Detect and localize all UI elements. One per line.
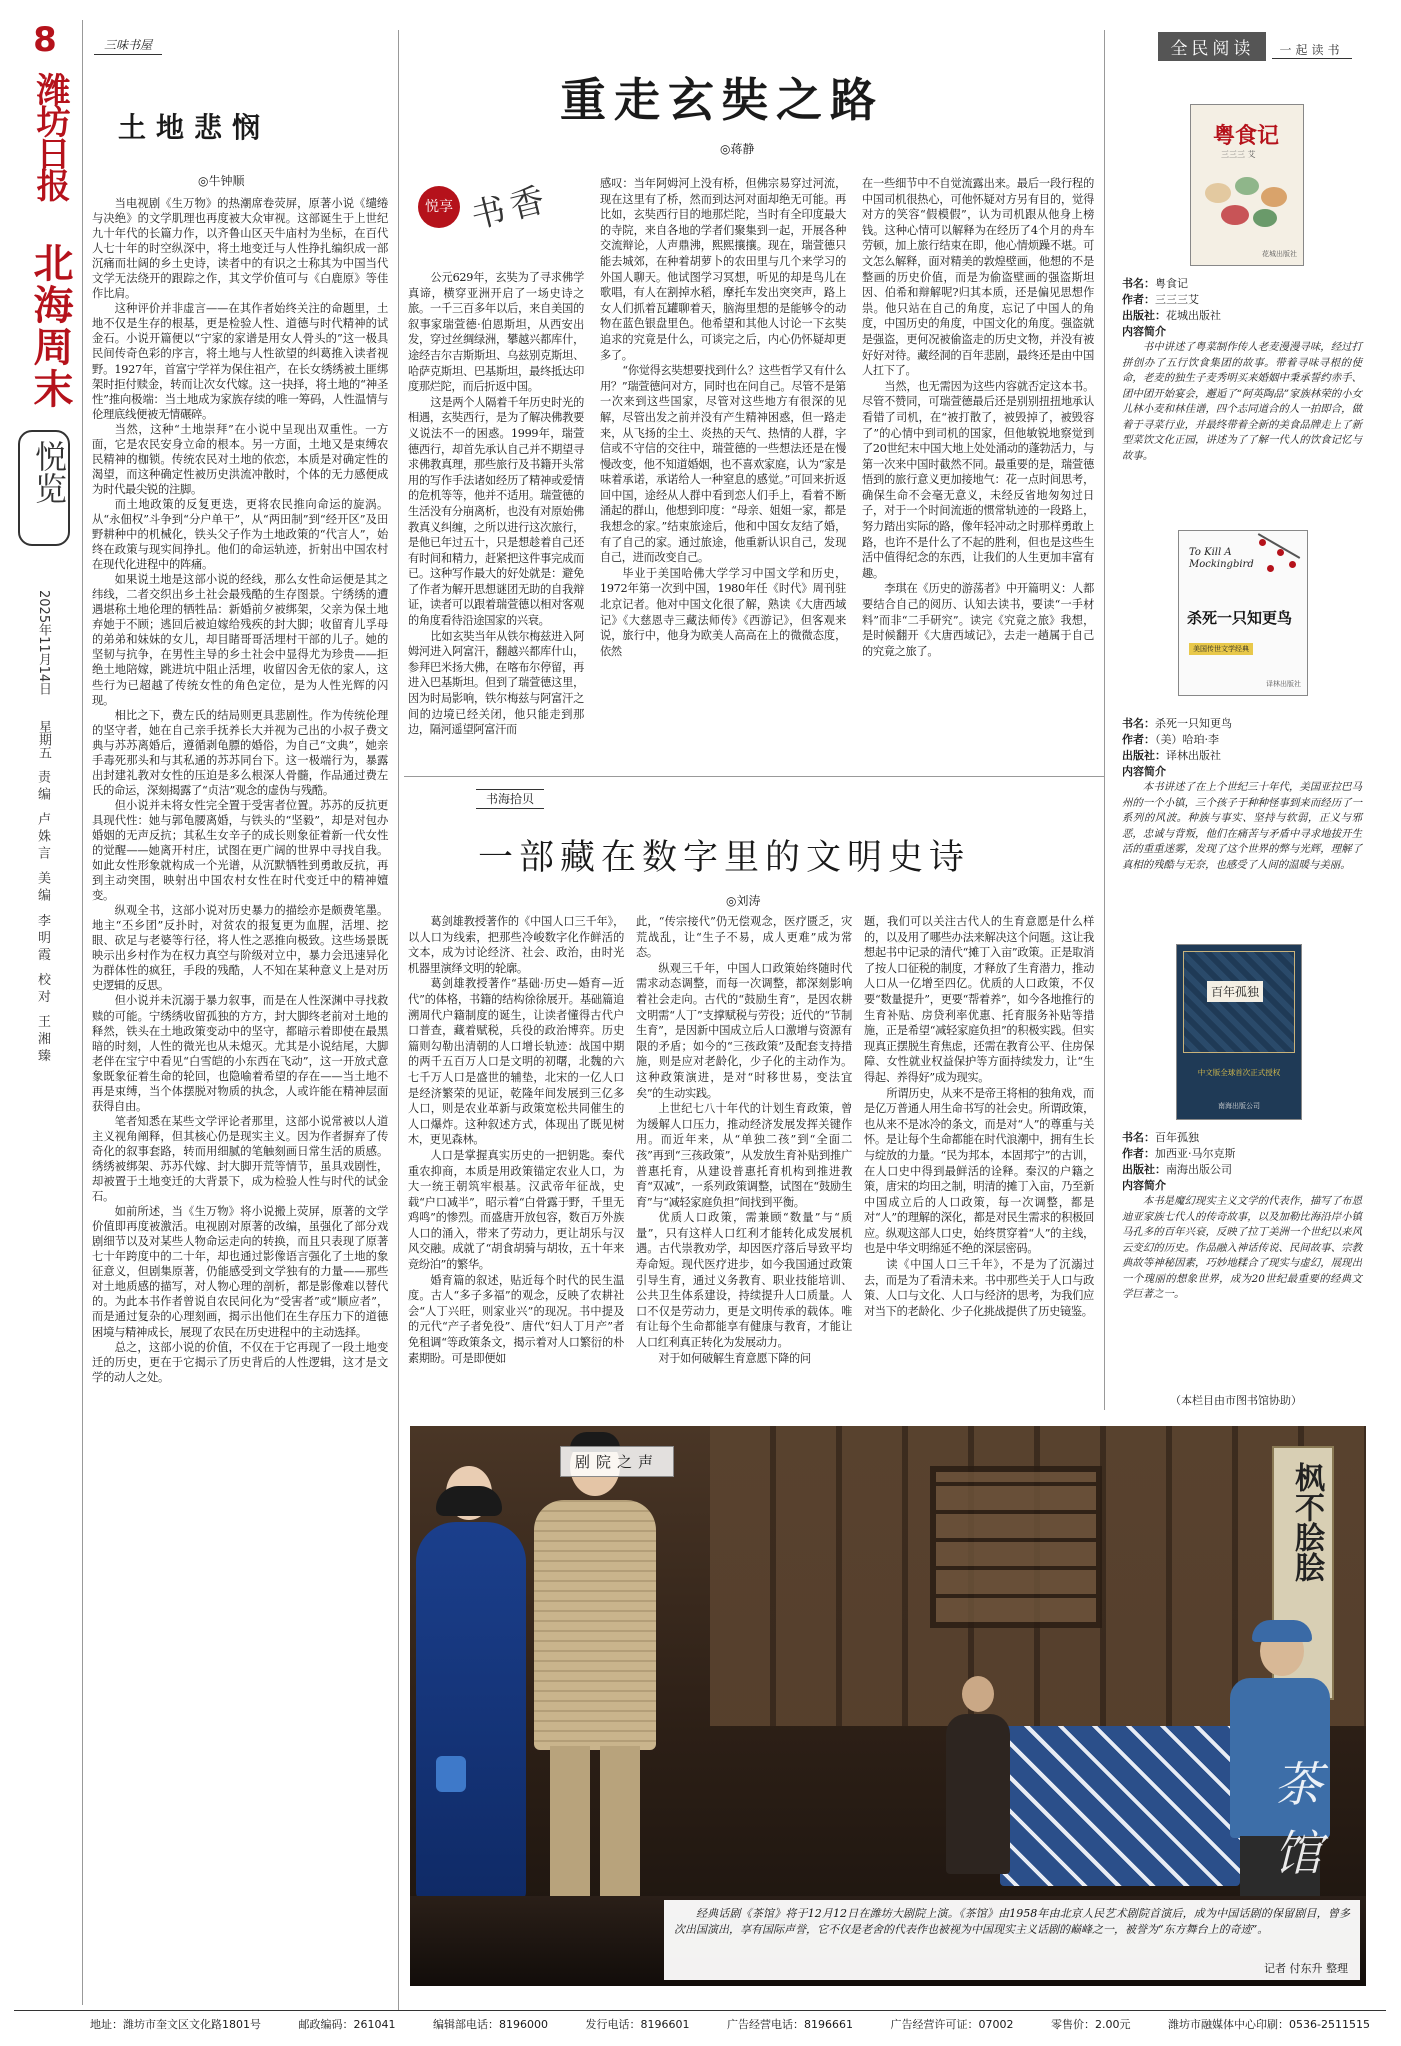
reading-badge xyxy=(418,176,578,256)
paragraph: 此，“传宗接代”仍无偿观念，医疗匮乏，灾荒战乱，让“生子不易，成人更难”成为常态。 xyxy=(636,915,852,960)
paragraph: 读《中国人口三千年》，不是为了沉溺过去，而是为了看清未来。书中那些关于人口与政策、人口与文化、人口与经济的思考，为我们应对当下的老龄化、少子化挑战提供了历史镜鉴。 xyxy=(864,1258,1094,1318)
photo-credit: 记者 付东升 整理 xyxy=(1264,1962,1348,1975)
photo-tag: 剧院之声 xyxy=(560,1446,674,1477)
section-name: 悦览 xyxy=(30,440,68,504)
paragraph: 当然，这种“土地崇拜”在小说中呈现出双重性。一方面，它是农民安身立命的根本。另一方面，土地又是束缚农民精神的枷锁。传统农民对土地的依恋，本质是对确定性的渴望，而这种确定性被历史洪流冲散时，个体的无力感便成为时代最尖锐的注脚。 xyxy=(92,422,388,496)
book-publisher-label: 出版社： xyxy=(1122,309,1166,322)
photo-calligraphy: 茶馆 xyxy=(1274,1757,1327,1882)
book-intro-label: 内容简介 xyxy=(1122,1179,1166,1192)
actor-woman xyxy=(410,1466,536,1926)
book-author-label: 作者： xyxy=(1122,1147,1155,1160)
issue-date: 2025年11月14日 xyxy=(36,590,51,696)
cover-branch xyxy=(1249,535,1305,601)
paragraph: 李琪在《历史的游荡者》中开篇明义：人都要结合自己的阅历、认知去读书，要读“一手材料”而非“二手研究”。读完《究竟之旅》我想，是时候翻开《大唐西域记》，去走一趟属于自己的究竟之旅了。 xyxy=(862,582,1094,658)
article-body-col-c xyxy=(864,914,1094,1390)
col-tag-wrap xyxy=(476,788,544,807)
paper-name: 潍坊日报 xyxy=(30,72,70,200)
book-name-label: 书名： xyxy=(1122,717,1155,730)
col1-tag xyxy=(94,34,162,53)
col1-divider xyxy=(398,30,399,2010)
book-cover-yueshiji xyxy=(1190,104,1304,266)
book-publisher-label: 出版社： xyxy=(1122,1163,1166,1176)
section-tag: 三味书屋 xyxy=(94,36,162,55)
book-publisher: 译林出版社 xyxy=(1166,749,1221,762)
book-author-label: 作者： xyxy=(1122,733,1155,746)
section-badge xyxy=(18,430,70,546)
cover-author: 三三三 艾 xyxy=(1221,150,1256,159)
book-intro-label: 内容简介 xyxy=(1122,765,1166,778)
paragraph: 纵观三千年，中国人口政策始终随时代需求动态调整，而每一次调整，都深刻影响着社会走向。古代的“鼓励生育”，是因农耕文明需“人丁”支撑赋税与劳役；近代的“节制生育”，是因新中国成立后人口激增与资源有限的矛盾；如今的“三孩政策”及配套支持措施，则是应对老龄化，少子化的主动作为。这种政策演进，是对“时移世易，变法宜矣”的生动实践。 xyxy=(636,961,852,1100)
stage-window xyxy=(930,1466,1102,1628)
paragraph: 如果说土地是这部小说的经线，那么女性命运便是其之纬线，二者交织出乡土社会最残酷的生存图景。宁绣绣的遭遇堪称土地伦理的牺牲品：新婚前夕被绑架，父亲为保土地弃她于不顾；逃回后被迫嫁给残疾的封大脚；收留育儿孚母的弟弟和妹妹的女儿，却目睹哥哥活埋村干部的儿子。她的坚韧与抗争，在男性主导的乡土社会中显得尤为珍贵——拒绝土地陪嫁，跳进坑中阻止活埋，收留囚舍无依的家人，这些行为已超越了传统女性的角色定位，是为人性光辉的闪现。 xyxy=(92,573,388,707)
cover-badge: 美国传世文学经典 xyxy=(1189,643,1253,655)
weekday: 星期五 xyxy=(36,720,51,759)
paragraph: 人口是掌握真实历史的一把钥匙。秦代重农抑商，本质是用政策锚定农业人口，为大一统王朝筑牢根基。汉武帝年征战，史载“户口减半”，昭示着“白骨露于野，千里无鸡鸣”的惨烈。而盛唐开放包容，数百万外族人口的涌入，带来了劳动力，更让胡乐与汉风交融。成就了“胡食胡骑与胡妆，五十年来竞纷泊”的繁华。 xyxy=(408,1148,624,1272)
book-info-3 xyxy=(1122,1130,1362,1303)
article-author: ◎刘涛 xyxy=(726,894,761,908)
book-cover-mockingbird xyxy=(1178,530,1308,696)
cover-publisher: 花城出版社 xyxy=(1262,250,1297,258)
paragraph: 毕业于美国哈佛大学学习中国文学和历史，1972年第一次到中国，1980年任《时代》周刊驻北京记者。他对中国文化很了解，熟读《大唐西域记》《大慈恩寺三藏法师传》《西游记》，但客观来说，旅行中，他身为欧美人高高在上的微微态度，依然 xyxy=(600,566,846,658)
paragraph: 葛剑雄教授著作的《中国人口三千年》，以人口为线索，把那些冷峻数字化作鲜活的文本，成为讨论经济、社会、政治，由时光机器里演绎文明的轮廓。 xyxy=(408,915,624,975)
book-info-2 xyxy=(1122,716,1362,873)
article-body-col-c xyxy=(862,176,1094,760)
cover-pattern xyxy=(1183,951,1295,1053)
book-author-label: 作者： xyxy=(1122,293,1155,306)
cover-title: 百年孤独 xyxy=(1207,981,1263,1002)
paragraph: 公元629年，玄奘为了寻求佛学真谛，横穿亚洲开启了一场史诗之旅。一千三百多年以后，来自美国的叙事家瑞萱德·伯恩斯坦，从西安出发，穿过丝绸绿洲，攀越兴都库什，途经吉尔吉斯斯坦、乌兹别克斯坦、哈萨克斯坦、巴基斯坦，最终抵达印度那烂陀，而后折返中国。 xyxy=(408,271,584,394)
paragraph: 笔者知悉在某些文学评论者那里，这部小说常被以人道主义视角阐释，但其核心仍是现实主义。因为作者摒弃了传奇化的叙事套路，转而用细腻的笔触刻画日常生活的质感。绣绣被绑架、苏苏代嫁、封大脚开荒等情节，虽具戏剧性，却被置于土地变迁的大背景下，成为检验人性与时代的试金石。 xyxy=(92,1114,388,1204)
paragraph: 婚育篇的叙述，贴近每个时代的民生温度。古人“多子多福”的观念，反映了农耕社会“人丁兴旺，则家业兴”的现况。书中提及的元代“产子者免役”、唐代“妇人丁月产”者免租调“等政策条文，揭示着对人口繁衍的朴素期盼。可是即便如 xyxy=(408,1273,624,1365)
paragraph: 如前所述，当《生万物》将小说搬上荧屏，原著的文学价值即再度被激活。电视剧对原著的改编，虽强化了部分戏剧细节以及对某些人物命运走向的转换，而且只表现了原著七十年跨度中的二十年，却也通过影像语言强化了土地的象征意义，但剧集原著，仍能感受到文学独有的力量——那些对土地质感的描写，对人物心理的剖析，都是影像难以替代的。为此本书作者曾说自农民问化为“受害者”或“顺应者”，而是通过复杂的心理刻画，揭示出他们在生存压力下的道德困境与精神成长，展现了农民在历史进程中的主动选择。 xyxy=(92,1205,388,1339)
reading-tag-title: 全民阅读 xyxy=(1158,32,1266,61)
paragraph: 所谓历史，从来不是帝王将相的独角戏，而是亿万普通人用生命书写的社会史。所谓政策，也从来不是冰冷的条文，而是对“人”的尊重与关怀。是让每个生命都能在时代浪潮中，拥有生长与绽放的力量。“民为邦本，本固邦宁”的古训，在人口史中得到最鲜活的诠释。秦汉的户籍之策，唐宋的均田之制，明清的摊丁入亩，乃至新中国成立后的人口政策，每一次调整，都是对“人”的理解的深化，都是对民生需求的积极回应。纵观这部人口史，始终贯穿着“人”的主线，也是中华文明绵延不绝的深层密码。 xyxy=(864,1086,1094,1256)
book-author: 加西亚·马尔克斯 xyxy=(1155,1147,1236,1160)
footer-item: 编辑部电话：8196000 xyxy=(433,2018,548,2031)
paragraph: 而土地政策的反复更迭，更将农民推向命运的旋涡。从“永佃权”斗争到“分户单干”，从“两田制”到“经开区”及田野耕种中的机械化，铁头父子作为土地政策的“代言人”，始终在政策与现实间挣扎。他们的命运轨迹，折射出中国农村在现代化进程中的阵痛。 xyxy=(92,497,388,572)
footer-item: 邮政编码：261041 xyxy=(298,2018,396,2031)
photo-caption: 经典话剧《茶馆》将于12月12日在潍坊大剧院上演。《茶馆》由1958年由北京人民艺术剧院首演后，成为中国话剧的保留剧目，曾多次出国演出，享有国际声誉，它不仅是老舍的代表作也被视为中国现实主义话剧的巅峰之一，被誉为“东方舞台上的奇迹”。 xyxy=(674,1907,1350,1936)
book-intro: 本书是魔幻现实主义文学的代表作，描写了布恩迪亚家族七代人的传奇故事，以及加勒比海沿岸小镇马孔多的百年兴衰，反映了拉丁美洲一个世纪以来风云变幻的历史。作品融入神话传说、民间故事、宗教典故等神秘因素，巧妙地糅合了现实与虚幻，展现出一个瑰丽的想象世界，成为20世纪最重要的经典文学巨著之一。 xyxy=(1122,1195,1362,1300)
center-divider xyxy=(404,776,1104,777)
masthead xyxy=(14,20,76,2010)
footer-rule xyxy=(14,2010,1386,2011)
paragraph: “你觉得玄奘想要找到什么？这些哲学又有什么用？”瑞萱德问对方，同时也在问自己。尽管不是第一次来到这些国家，尽管对这些地方有很深的见解，尽管出发之前并没有产生精神困惑，但一路走来，从飞扬的尘土、炎热的天气、热情的人群，字信或不守信的交往中，瑞萱德的一些想法还是在慢慢改变，他不知道婚姻，也不喜欢家庭，认为“家是味着承诺，承诺给人一种窒息的感觉。”可回来折返回中国，途经从人群中看到恋人们手上，看着不断涌起的群山，他想到印度：“母亲、姐姐一家，都是我想念的家。”结束旅途后，他和中国女友结了婚，有了自己的家。通过旅途，他重新认识自己，发现自己，进而改变自己。 xyxy=(600,364,846,565)
paragraph: 优质人口政策，需兼顾“数量”与“质量”，只有这样人口红利才能转化成发展机遇。古代崇教劝学，却因医疗落后导致平均寿命短。现代医疗进步，如今我国通过政策引导生育，通过义务教育、职业技能培训、公共卫生体系建设，持续提升人口质量。人口不仅是劳动力，更是文明传承的载体。唯有让每个生命都能享有健康与教育，才能让人口红利真正转化为发展动力。 xyxy=(636,1211,852,1350)
cover-title-en: To Kill A Mockingbird xyxy=(1189,547,1254,570)
article-body-col-a xyxy=(408,914,624,1390)
cover-dumplings xyxy=(1201,175,1291,235)
paragraph: 题，我们可以关注古代人的生育意愿是什么样的，以及用了哪些办法来解决这个问题。这让我想起书中记录的清代“摊丁入亩”政策。正是取消了按人口征税的制度，才释放了生育潜力，推动人口从一亿增至四亿。优质的人口政策，不仅要“数量提升”，更要“帮着养”，如今各地推行的生育补贴、房贷利率优惠、托育服务补贴等措施，正是希望“减轻家庭负担”的积极实践。但实现真正摆脱生育焦虑，还需在教育公平、住房保障、女性就业权益保护等方面持续发力，让“生得起、养得好”成为现实。 xyxy=(864,915,1094,1084)
paragraph: 比如玄奘当年从铁尔梅兹进入阿姆河进入阿富汗，翻越兴都库什山，参拜巴米扬大佛，在喀布尔停留，再进入巴基斯坦。但到了瑞萱德这里，因为时局影响，铁尔梅兹与阿富汗之间的边境已经关闭，他只能走到那边，隔河遥望阿富汗而 xyxy=(408,629,584,737)
book-intro: 书中讲述了粤菜制作传人老麦漫漫寻味，经过打拼创办了五行饮食集团的故事。带着寻味寻根的使命，老麦的独生子麦秀明买来婚姻中秉承誓约赤手、团中团开始宴会，邂逅了“阿英陶品”家族林荣的小女儿林小麦和林佳谱，四个志同道合的人一拍即合，做着于寻菜行业，并最终带着全新的美食品牌走上了新型菜饮文化正园，讲述为了了解一代人的饮食记忆与故事。 xyxy=(1122,341,1362,462)
cover-title: 杀死一只知更鸟 xyxy=(1187,609,1293,627)
book-name-label: 书名： xyxy=(1122,277,1155,290)
paragraph: 上世纪七八十年代的计划生育政策，曾为缓解人口压力，推动经济发展发挥关键作用。而近年来，从“单独二孩”到“全面二孩”再到“三孩政策”，从发放生育补贴到推广普惠托育，从建设普惠托育机构到推进教育“双减”，一系列政策调整，试图在“鼓励生育”与“减轻家庭负担”间找到平衡。 xyxy=(636,1102,852,1209)
book-name: 百年孤独 xyxy=(1155,1131,1199,1144)
masthead-divider xyxy=(82,20,83,2005)
book-intro: 本书讲述了在上个世纪三十年代，美国亚拉巴马州的一个小镇，三个孩子于种种怪事到来而经历了一系列的风波。种族与事实、坚持与软弱，正义与邪恶，忠诚与背叛，他们在痛苦与矛盾中寻求地拔开生活的重重迷雾，发现了这个世界的弊与光辉，理解了真相的残酷与无奈，也感受了人间的温暖与美丽。 xyxy=(1122,781,1362,871)
paragraph: 感叹：当年阿姆河上没有桥，但佛宗易穿过河流，现在这里有了桥，然而到达河对面却绝无可能。再比如，玄奘西行目的地那烂陀，当时有全印度最大的寺院，来自各地的学者们聚集到一起，开展各种交流辩论，人声鼎沸，熙熙攘攘。现在，瑞萱德只能去城郊，在种着胡萝卜的农田里与几个来学习的外国人聊天。他试图学习冥想，听见的却是鸟儿在歌唱，有人在割掉水稻，摩托车发出突突声，路上女人们抓着瓦罐聊着天，脑海里想的是能够令的动物在蓝色银盘里色。他希望和其他人讨论一下玄奘追求的究竟是什么，可谈完之后，内心仍怀疑却更多了。 xyxy=(600,177,846,362)
page-number: 8 xyxy=(33,20,57,60)
right-divider xyxy=(1104,30,1105,1410)
actor-seated-left xyxy=(942,1676,1012,1876)
footer-item: 发行电话：8196601 xyxy=(585,2018,690,2031)
footer xyxy=(90,2016,1370,2032)
paragraph: 葛剑雄教授著作“基础·历史—婚育—近代”的体格，书籍的结构徐徐展开。基础篇追溯周代户籍制度的诞生，让读者懂得古代户口普查，藏着赋税，兵役的政治博弈。历史篇则勾勒出清朝的人口增长轨迹：战国中期的两千五百万人口是文明的初曙，北魏的六七千万人口是盛世的辅垫，北宋的一亿人口是经济繁荣的见证，乾隆年间发展到三亿多人口，则是农业革新与政策宽松共同催生的人口爆炸。这种叙述方式，体现出了既见树木，更见森林。 xyxy=(408,977,624,1147)
theatre-photo xyxy=(410,1426,1366,1986)
cover-publisher: 南海出版公司 xyxy=(1218,1102,1260,1110)
badge-dot: 悦享 xyxy=(418,186,460,228)
paragraph: 但小说并未将女性完全置于受害者位置。苏苏的反抗更具现代性：她与郭龟腰离婚，与铁头的“坚毅”，却是对包办婚姻的无声反抗；其私生女辛子的成长则象征着新一代女性的觉醒——她离开村庄，试图在更广阔的世界中寻找自我。如此女性形象就构成一个光谱，从沉默牺牲到勇敢反抗，再到主动突围，映射出中国农村女性在时代变迁中的精神嬗变。 xyxy=(92,798,388,903)
book-publisher: 南海出版公司 xyxy=(1166,1163,1232,1176)
footer-item: 广告经营电话：8196661 xyxy=(727,2018,853,2031)
book-publisher-label: 出版社： xyxy=(1122,749,1166,762)
book-name: 粤食记 xyxy=(1155,277,1188,290)
article-title: 土地悲悯 xyxy=(118,111,271,144)
cover-badge: 中文版全球首次正式授权 xyxy=(1197,1068,1281,1077)
supplement-name: 北海周末 xyxy=(27,242,73,410)
book-publisher: 花城出版社 xyxy=(1166,309,1221,322)
article-author: ◎牛钟顺 xyxy=(198,174,245,188)
footer-item: 广告经营许可证：07002 xyxy=(890,2018,1014,2031)
book-name: 杀死一只知更鸟 xyxy=(1155,717,1232,730)
paragraph: 纵观全书，这部小说对历史暴力的描绘亦是颇费笔墨。地主“丕乡团”反扑时，对贫农的报复更为血腥，活埋、挖眼、砍足与老婆等行径，将人性之恶推向极致。这些场景既映示出乡村作为在权力真空与阶级对立中，暴力会迅速异化为群体性的疯狂，手段的残酷，人不知在某种意义上是对历史逻辑的反思。 xyxy=(92,904,388,993)
paragraph: 相比之下，费左氏的结局则更具悲剧性。作为传统伦理的坚守者，她在自己亲手抚养长大并视为己出的小叔子费文典与苏苏离婚后，遵循剥龟膘的婚俗，为自己“文典”，她亲手毒死那头和与其私通的苏苏同台下。这一极端行为，暴露出封建礼教对女性的压迫是多么根深人骨髓，作品通过费左氏的命运，深刻揭露了“贞洁”观念的虚伪与残酷。 xyxy=(92,708,388,797)
paragraph: 总之，这部小说的价值，不仅在于它再现了一段土地变迁的历史，更在于它揭示了历史背后的人性逻辑，这才是文学的动人之处。 xyxy=(92,1340,388,1384)
badge-text: 书香 xyxy=(467,178,555,237)
article-body-col-b xyxy=(636,914,852,1390)
book-author: （美）哈珀·李 xyxy=(1155,733,1219,746)
book-name-label: 书名： xyxy=(1122,1131,1155,1144)
book-author: 三三三艾 xyxy=(1155,293,1199,306)
paragraph: 在一些细节中不自觉流露出来。最后一段行程的中国司机很热心，可他怀疑对方另有目的，觉得对方的笑容“假模假”，认为司机跟从他身上榜钱。这种心情可以解释为在经历了4个月的舟车劳顿，加上旅行结束在即，他心情烦躁不堪。可文怎么解释，面对精美的敦煌壁画，他想的不是整画的历史价值，而是为偷盗壁画的强盗斯坦因、伯希和辩解呢?归其本质，还是偏见思想作祟。他只站在自己的角度，忘记了中国人的角度，中国历史的角度，中国文化的角度。强盗就是强盗，更何况被偷盗走的历史文物，并没有被好好对待。藏经洞的百年悲剧，最终还是由中国人扛下了。 xyxy=(862,177,1094,378)
paragraph: 这是两个人隔着千年历史时光的相遇，玄奘西行，是为了解决佛教要义说法不一的困惑。1999年，瑞萱德西行，却首先承认自己并不期望寻求佛教真理，那些旅行及书籍开头常用的写作手法诸如经历了精神或爱情的危机等等，他并不适用。瑞萱德的生活没有分崩离析，也没有对原始佛教真义纠缠，之所以进行这次旅行，是他已年过五十，只是想趁着自己还有时间和精力，赶紧把这件事完成而已。这种写作最大的好处就是：避免了作者为解开思想谜团无助的自我辩证，读者可以跟着瑞萱德以相对客观的角度看待沿途国家的兴衰。 xyxy=(408,395,584,628)
article-title: 一部藏在数字里的文明史诗 xyxy=(478,838,971,878)
cover-title: 粤食记 xyxy=(1213,123,1280,149)
paragraph: 对于如何破解生育意愿下降的问 xyxy=(658,1351,811,1365)
footer-item: 地址：潍坊市奎文区文化路1801号 xyxy=(90,2018,261,2031)
footer-item: 零售价：2.00元 xyxy=(1051,2018,1131,2031)
paragraph: 这种评价并非虚言——在其作者始终关注的命题里，土地不仅是生存的根基，更是检验人性、道德与时代精神的试金石。小说开篇便以“宁家的家谱是用女人骨头的”这一极具民间传奇色彩的序言，将土地与人性欲望的纠葛推入读者视野。1927年，首富宁学祥为保住祖产，在长女绣绣被土匪绑架时拒付赎金，转而让次女代嫁。这一抉择，将土地的“神圣性”推向极端：当土地成为家族存续的唯一筹码，人性温情与伦理底线便被无情碾碎。 xyxy=(92,302,388,421)
article-body xyxy=(92,196,388,1991)
section-tag: 书海拾贝 xyxy=(476,789,544,809)
photo-caption-box xyxy=(664,1900,1360,1980)
article-body-col-b xyxy=(600,176,846,760)
article-body-col-a xyxy=(408,270,584,760)
footer-item: 潍坊市融媒体中心印刷：0536-2511515 xyxy=(1168,2018,1370,2031)
paragraph: 但小说并未沉溺于暴力叙事，而是在人性深渊中寻找救赎的可能。宁绣绣收留孤独的方方，封大脚终老前对土地的释然，铁头在土地政策变动中的坚守，都暗示着即使在最黑暗的时刻，人性的微光也从未熄灭。尤其是小说结尾，大脚老伴在宝宁中看见“白雪皑的小东西在飞动”，这一开放式意象既象征着生命的轮回，也隐喻着希望的存在——当土地不再是束缚，当个体摆脱对物质的执念，人或许能在精神层面获得自由。 xyxy=(92,994,388,1113)
paragraph: 当然，也无需因为这些内容就否定这本书。尽管不赞同，可瑞萱德最后还是别别扭扭地承认看错了司机，在“被打散了，被毁掉了，被毁容了”的心情中到司机的国家，但他敏锐地察觉到了20世纪末中国大地上处处涌动的蓬勃活力，与第一次来中国时截然不同。最重要的是，瑞萱德悟到的旅行意义更加接地气：花一点时间思考，确保生命不会毫无意义，未经反省地匆匆过日子，对于一个时间流逝的惯常轨迹的一段路上，努力踏出实际的路，像年轻冲动之时那样勇敢上路，也许不是什么了不起的胜利，但也是这些生活中值得纪念的东西，让我们的人生更加丰富有趣。 xyxy=(862,379,1094,580)
article-title: 重走玄奘之路 xyxy=(560,73,884,127)
book-cover-solitude xyxy=(1176,944,1302,1120)
column-credit: （本栏目由市图书馆协助） xyxy=(1170,1394,1302,1407)
reading-tag-sub: 一起读书 xyxy=(1272,41,1352,59)
editor-credits: 责编 卢姝言 美编 李明霞 校对 王湘臻 xyxy=(35,770,50,1066)
banner-text: 枫不脍脍 xyxy=(1289,1462,1324,1582)
cover-publisher: 译林出版社 xyxy=(1266,680,1301,688)
book-info-1 xyxy=(1122,276,1362,464)
actor-man-suit xyxy=(520,1436,670,1956)
book-intro-label: 内容简介 xyxy=(1122,325,1166,338)
reading-tag xyxy=(1150,32,1360,61)
article-author: ◎蒋静 xyxy=(720,142,755,156)
paragraph: 当电视剧《生万物》的热潮席卷荧屏，原著小说《缱绻与决绝》的文学肌理也再度被大众审视。这部诞生于上世纪九十年代的长篇力作，以齐鲁山区天牛庙村为坐标，在百代人七十年的时空纵深中，将土地变迁与人性挣扎编织成一部沉痛而壮阔的乡土史诗，读者中的有识之士称其为中国当代文学无法绕开的跟踪之作，其文学价值可与《白鹿原》等佳作比肩。 xyxy=(92,197,388,301)
